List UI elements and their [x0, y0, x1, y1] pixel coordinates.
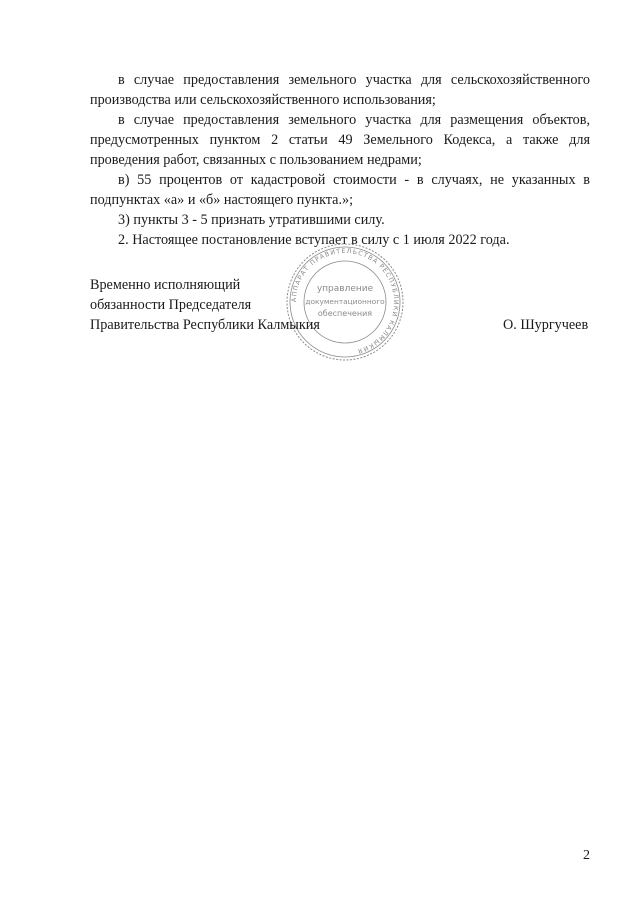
signatory-name: О. Шургучеев — [503, 317, 589, 333]
paragraph: в случае предоставления земельного участка для сельскохозяйственного производства или сельскохозяйственного использования; — [90, 72, 590, 108]
stamp-inner-line: обеспечения — [317, 309, 373, 318]
stamp-inner-line: управление — [316, 284, 374, 294]
paragraph: 2. Настоящее постановление вступает в силу с 1 июля 2022 года. — [118, 232, 510, 248]
paragraph: в случае предоставления земельного участка для размещения объектов, предусмотренных пунктом 2 статьи 49 Земельного Кодекса, а также для проведения работ, связанных с пользованием недрами; — [90, 112, 590, 168]
document-body — [90, 70, 590, 250]
signatory-title-line: Правительства Республики Калмыкия — [90, 317, 320, 333]
paragraph: 3) пункты 3 - 5 признать утратившими силу. — [118, 212, 385, 228]
signatory-title-line: Временно исполняющий — [90, 277, 241, 293]
stamp-inner-line: документационного — [305, 297, 385, 306]
paragraph: в) 55 процентов от кадастровой стоимости - в случаях, не указанных в подпунктах «а» и «б» настоящего пункта.»; — [90, 172, 590, 208]
signature-block — [90, 275, 590, 335]
page-number: 2 — [583, 848, 590, 863]
signatory-title-line: обязанности Председателя — [90, 297, 252, 313]
stamp-outer-text: АППАРАТ ПРАВИТЕЛЬСТВА РЕСПУБЛИКИ КАЛМЫКИЯ — [290, 247, 400, 355]
